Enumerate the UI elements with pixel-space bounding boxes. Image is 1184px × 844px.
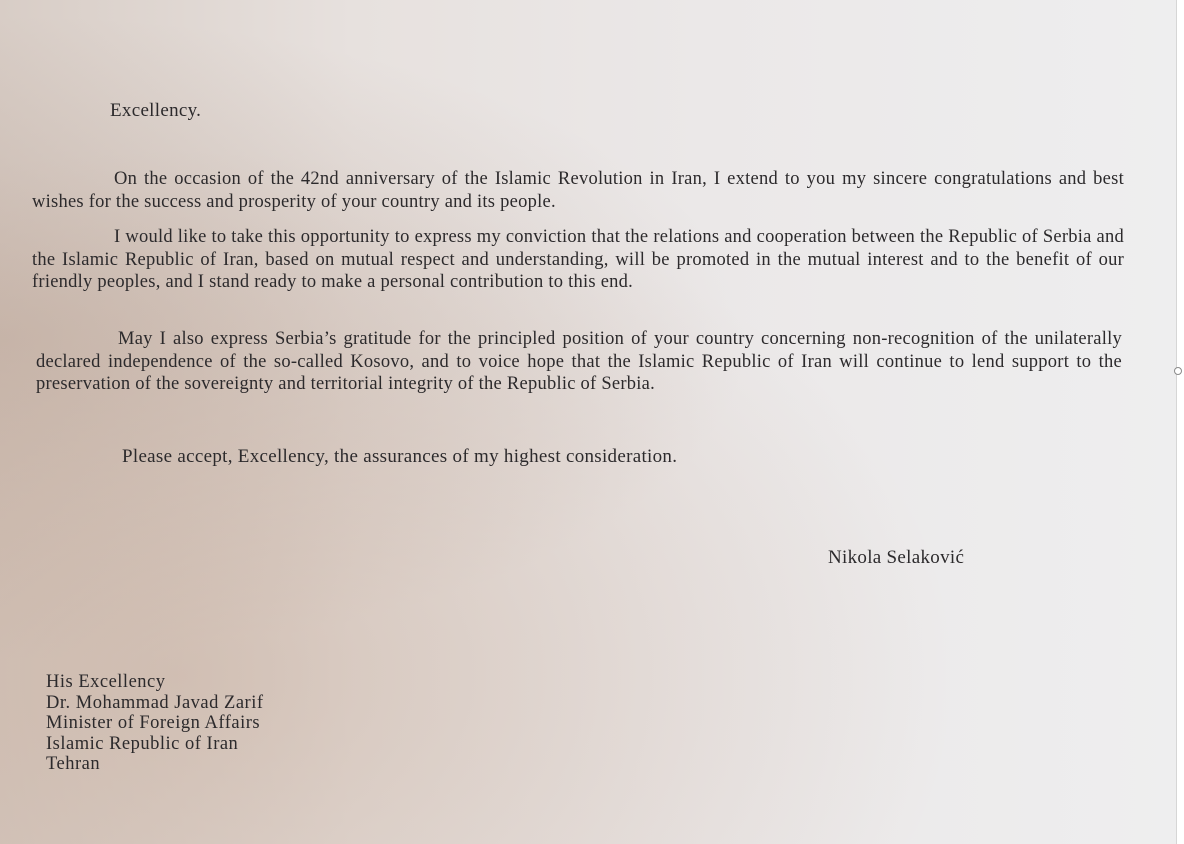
closing-line: Please accept, Excellency, the assurances of my highest consideration.: [122, 446, 678, 467]
image-right-border: [1176, 0, 1184, 844]
resize-handle[interactable]: [1174, 367, 1182, 375]
paragraph-cooperation: I would like to take this opportunity to express my conviction that the relations and cooperation between the Republic of Serbia and the Islamic Republic of Iran, based on mutual respect and understanding, will be promoted in the mutual interest and to the benefit of our friendly peoples, and I stand ready to make a personal contribution to this end.: [32, 227, 1124, 292]
recipient-line: His Excellency: [46, 672, 166, 692]
paragraph-gratitude: May I also express Serbia’s gratitude for the principled position of your country concerning non-recognition of the unilaterally declared independence of the so-called Kosovo, and to voice hope that the Islamic Republic of Iran will continue to lend support to the preservation of the sovereignty and territorial integrity of the Republic of Serbia.: [36, 329, 1122, 394]
recipient-address-block: [46, 672, 264, 775]
signature-name: Nikola Selaković: [828, 547, 965, 568]
recipient-line: Islamic Republic of Iran: [46, 733, 239, 754]
recipient-line: Minister of Foreign Affairs: [46, 713, 261, 733]
salutation: Excellency.: [110, 100, 202, 121]
recipient-line: Dr. Mohammad Javad Zarif: [46, 692, 264, 713]
paragraph-congratulations: On the occasion of the 42nd anniversary of the Islamic Revolution in Iran, I extend to you my sincere congratulations and best wishes for the success and prosperity of your country and its people.: [32, 169, 1124, 212]
recipient-line: Tehran: [46, 754, 101, 774]
